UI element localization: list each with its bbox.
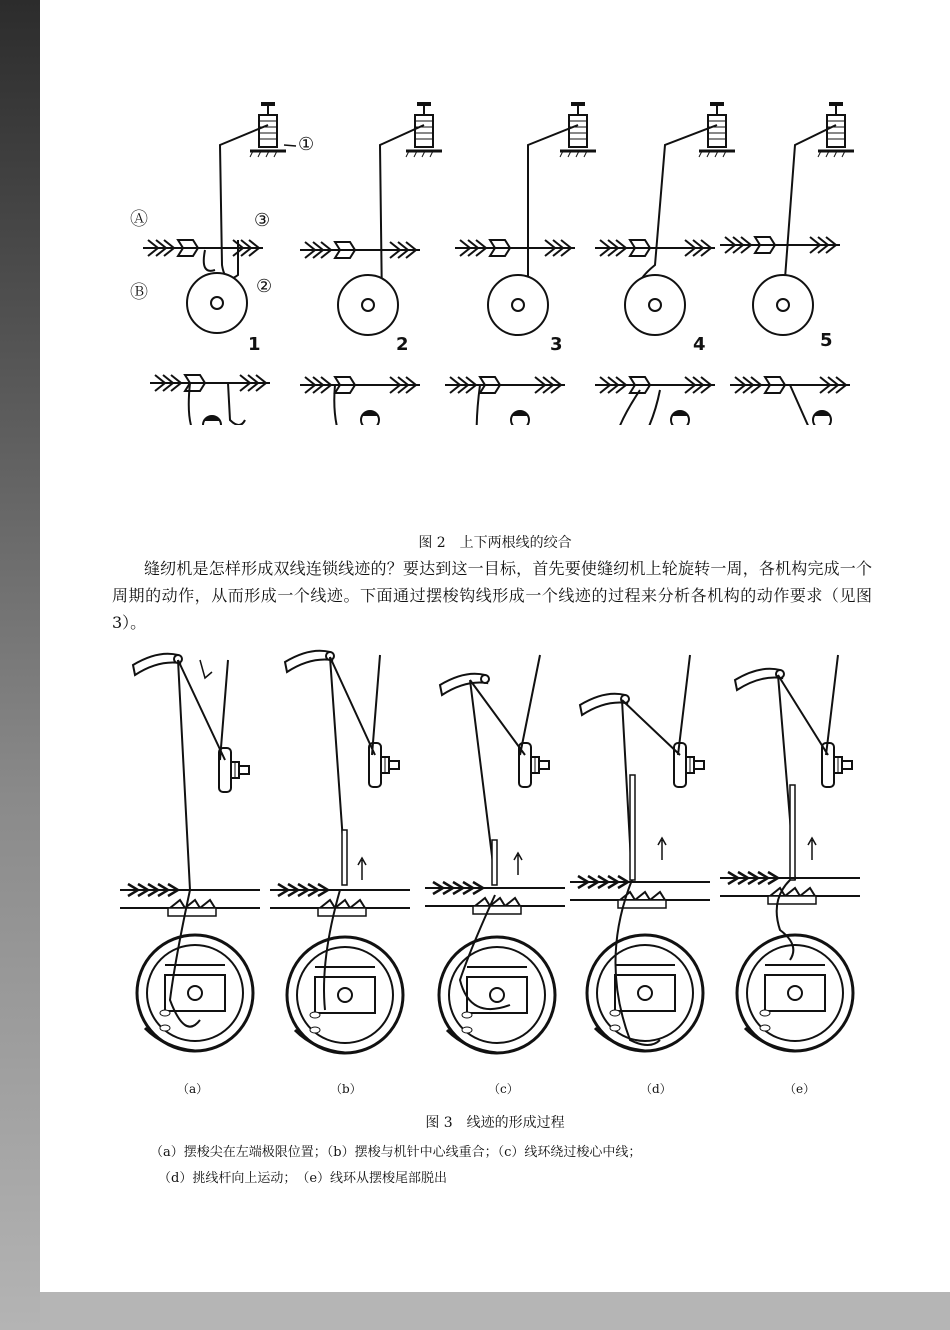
callout-1: ① xyxy=(298,134,315,155)
step-number-4: 4 xyxy=(693,334,706,355)
figure3-label-c: （c） xyxy=(488,1082,519,1096)
figure3-label-b: （b） xyxy=(330,1082,362,1096)
callout-a: Ⓐ xyxy=(130,209,148,230)
figure3-legend-line2: （d）挑线杆向上运动； （e）线环从摆梭尾部脱出 xyxy=(158,1171,448,1186)
callout-3: ③ xyxy=(254,210,271,231)
figure3-caption: 图 3 线迹的形成过程 xyxy=(425,1115,565,1131)
figure3-label-e: （e） xyxy=(784,1082,816,1096)
figure3-illustration xyxy=(0,645,950,1065)
figure3-label-d: （d） xyxy=(640,1082,672,1096)
step-number-2: 2 xyxy=(396,334,409,355)
figure2-illustration xyxy=(0,95,950,425)
callout-b: Ⓑ xyxy=(130,282,148,303)
step-number-5: 5 xyxy=(820,330,833,351)
step-number-3: 3 xyxy=(550,334,563,355)
figure2-caption: 图 2 上下两根线的绞合 xyxy=(418,535,572,551)
page-bottom-edge-bar xyxy=(40,1292,950,1330)
figure3-label-a: （a） xyxy=(177,1082,209,1096)
body-paragraph: 缝纫机是怎样形成双线连锁线迹的？要达到这一目标，首先要使缝纫机上轮旋转一周，各机构完成一个周期的动作，从而形成一个线迹。下面通过摆梭钩线形成一个线迹的过程来分析各机构的动作要求（见图 3）。 xyxy=(112,559,872,632)
callout-2: ② xyxy=(256,276,273,297)
figure3-legend-line1: （a）摆梭尖在左端极限位置；（b）摆梭与机针中心线重合；（c）线环绕过梭心中线； xyxy=(150,1145,642,1160)
step-number-1: 1 xyxy=(248,334,261,355)
